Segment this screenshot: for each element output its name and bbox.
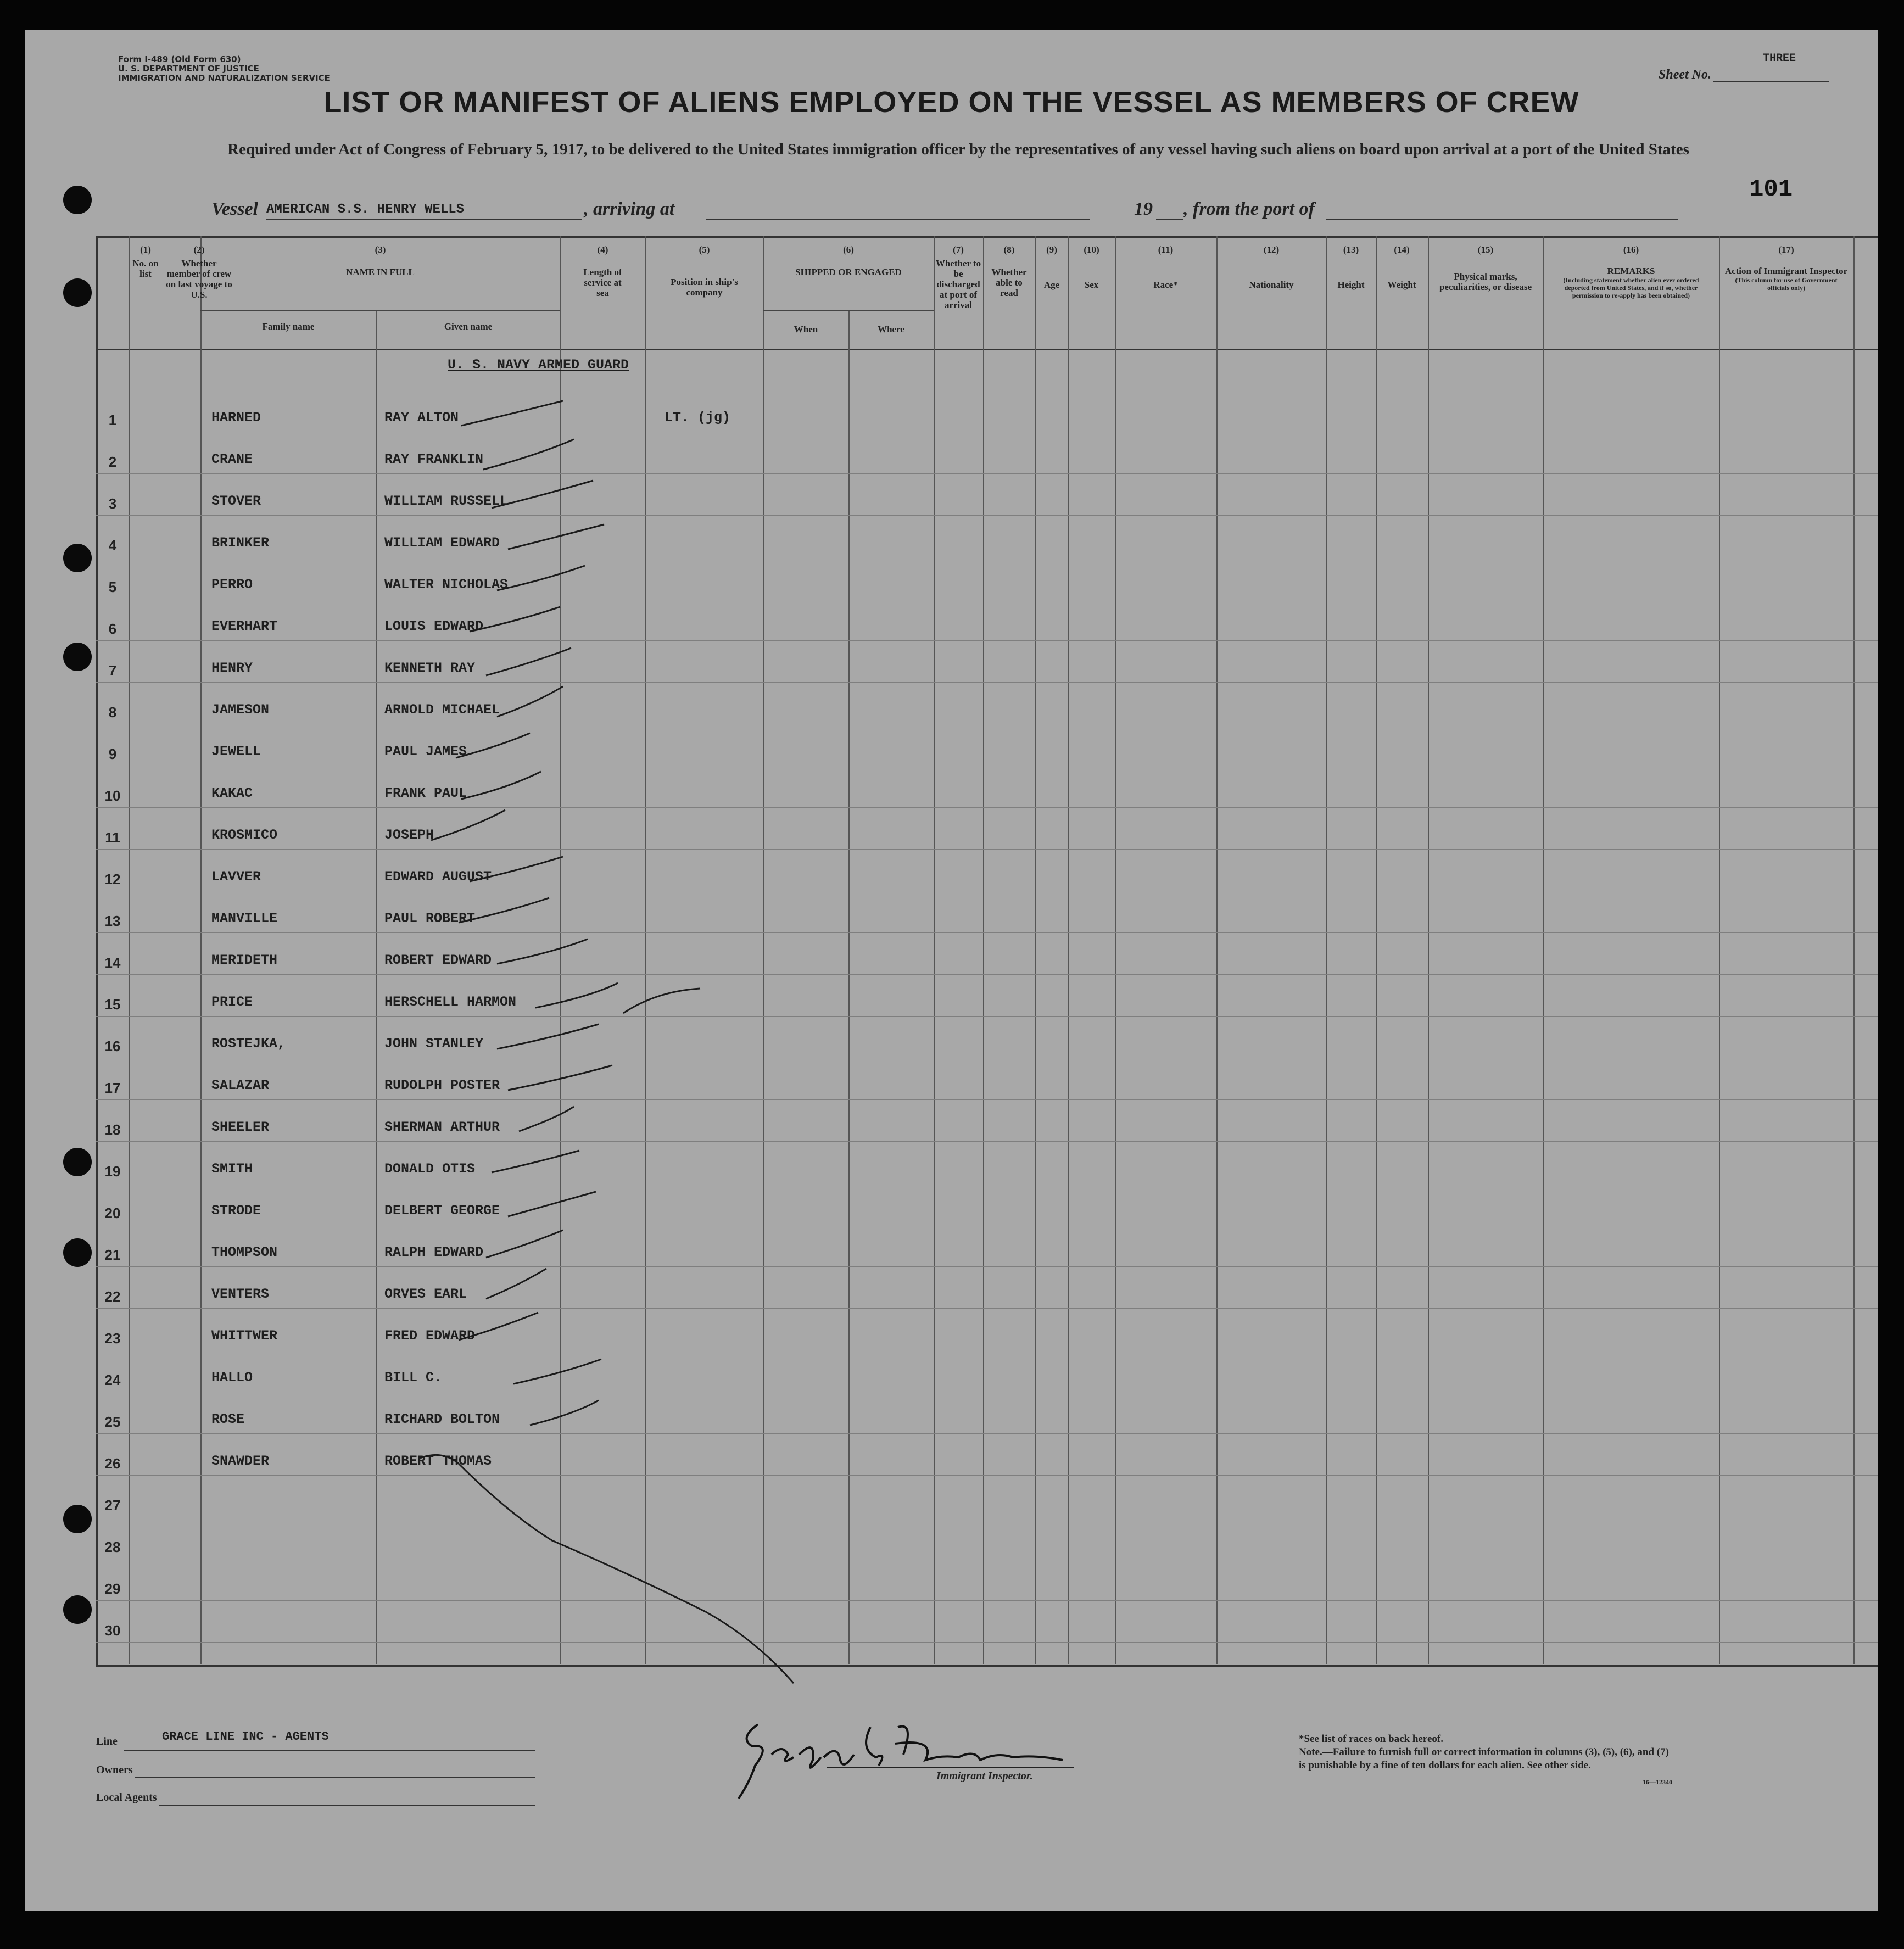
row-number: 25 bbox=[104, 1414, 121, 1430]
ditto-mark-5 bbox=[497, 566, 585, 590]
col3-given-subheader: Given name bbox=[444, 321, 493, 332]
punch-hole bbox=[63, 278, 92, 307]
note-label: Note. bbox=[1299, 1746, 1322, 1758]
row-number: 12 bbox=[104, 871, 121, 887]
family-name-cell: ROSE bbox=[211, 1411, 245, 1427]
col13-header: (13) Height bbox=[1337, 244, 1365, 290]
closing-line bbox=[420, 1455, 794, 1683]
row-number: 2 bbox=[108, 454, 117, 470]
given-name-cell: WILLIAM EDWARD bbox=[384, 535, 500, 551]
family-name-cell: MANVILLE bbox=[211, 911, 278, 926]
ditto-mark-19 bbox=[519, 1107, 574, 1131]
row-number: 21 bbox=[104, 1247, 121, 1263]
family-name-cell: KAKAC bbox=[211, 785, 253, 801]
ditto-mark-24 bbox=[459, 1313, 538, 1340]
punch-hole bbox=[63, 544, 92, 572]
punch-hole bbox=[63, 1595, 92, 1624]
row-number: 9 bbox=[108, 746, 117, 762]
ditto-mark-4 bbox=[508, 524, 604, 549]
vessel-value: AMERICAN S.S. HENRY WELLS bbox=[266, 202, 465, 217]
col5-header: (5) Position in ship's company bbox=[671, 244, 738, 298]
given-name-cell: SHERMAN ARTHUR bbox=[384, 1119, 500, 1135]
signature bbox=[706, 1705, 1090, 1815]
row-number: 20 bbox=[104, 1205, 121, 1221]
family-name-cell: JEWELL bbox=[211, 744, 261, 760]
sheet-label: Sheet No. bbox=[1659, 68, 1711, 82]
given-name-cell: KENNETH RAY bbox=[384, 660, 476, 676]
ditto-mark-13 bbox=[459, 898, 549, 923]
row-number: 28 bbox=[104, 1539, 121, 1555]
given-name-cell: WALTER NICHOLAS bbox=[384, 577, 509, 593]
local-agents-label: Local Agents bbox=[96, 1791, 157, 1803]
given-name-cell: DELBERT GEORGE bbox=[384, 1203, 500, 1219]
ditto-mark-14 bbox=[497, 939, 588, 964]
col1-header: (1) No. on list bbox=[132, 244, 159, 279]
family-name-cell: HARNED bbox=[211, 410, 261, 426]
ditto-mark-21 bbox=[508, 1192, 596, 1216]
punch-hole bbox=[63, 1238, 92, 1267]
ditto-mark-15 bbox=[535, 983, 618, 1008]
col4-header: (4) Length of service at sea bbox=[583, 244, 622, 298]
family-name-cell: THOMPSON bbox=[211, 1244, 278, 1260]
arriving-label: , arriving at bbox=[584, 199, 675, 219]
given-name-cell: HERSCHELL HARMON bbox=[384, 994, 517, 1010]
races-note: *See list of races on back hereof. bbox=[1299, 1733, 1443, 1745]
ditto-mark-2 bbox=[483, 439, 574, 470]
footer-notes bbox=[1299, 1733, 1672, 1789]
row-number: 29 bbox=[104, 1581, 121, 1597]
given-name-cell: EDWARD AUGUST bbox=[384, 869, 492, 885]
row-number: 4 bbox=[108, 537, 117, 554]
ditto-mark-1 bbox=[461, 401, 563, 426]
family-name-cell: KROSMICO bbox=[211, 827, 278, 843]
vessel-label: Vessel bbox=[211, 199, 258, 219]
row-number: 10 bbox=[104, 788, 121, 804]
col16-header: (16) REMARKS (Including statement whether alien ever ordered deported from United States, and if so, whether permission to re-apply has been obtained) bbox=[1563, 244, 1699, 299]
col9-header: (9) Age bbox=[1043, 244, 1060, 290]
family-name-cell: HALLO bbox=[211, 1370, 253, 1386]
page-subtitle: Required under Act of Congress of February 5, 1917, to be delivered to the United States immigration officer by the representatives of any vessel having such aliens on board upon arrival at a port of the United States bbox=[227, 141, 1689, 158]
col12-header: (12) Nationality bbox=[1249, 244, 1294, 290]
family-name-cell: SMITH bbox=[211, 1161, 253, 1177]
given-name-cell: BILL C. bbox=[384, 1370, 443, 1386]
col17-header: (17) Action of Immigrant Inspector (This column for use of Government officials only) bbox=[1724, 244, 1848, 292]
row-number: 1 bbox=[108, 412, 117, 428]
given-name-cell: WILLIAM RUSSELL bbox=[384, 493, 509, 509]
family-name-cell: VENTERS bbox=[211, 1286, 270, 1302]
row-number: 22 bbox=[104, 1288, 121, 1305]
inspector-signature-block bbox=[706, 1705, 1090, 1842]
ditto-mark-11 bbox=[431, 810, 505, 840]
row-number: 30 bbox=[104, 1622, 121, 1639]
family-name-cell: PERRO bbox=[211, 577, 253, 593]
family-name-cell: BRINKER bbox=[211, 535, 270, 551]
given-name-cell: PAUL ROBERT bbox=[384, 911, 476, 926]
punch-hole bbox=[63, 643, 92, 671]
year-label: 19 bbox=[1134, 199, 1153, 219]
family-name-cell: HENRY bbox=[211, 660, 253, 676]
given-name-cell: RICHARD BOLTON bbox=[384, 1411, 500, 1427]
print-code: 16—12340 bbox=[1643, 1778, 1672, 1786]
position-cell: LT. (jg) bbox=[665, 410, 731, 426]
manifest-sheet bbox=[25, 30, 1878, 1911]
ditto-mark-23 bbox=[486, 1269, 546, 1299]
family-name-cell: ROSTEJKA, bbox=[211, 1036, 286, 1052]
page-number: 101 bbox=[1749, 176, 1793, 203]
row-number: 3 bbox=[108, 495, 117, 512]
ditto-mark-17 bbox=[497, 1024, 599, 1049]
given-name-cell: PAUL JAMES bbox=[384, 744, 467, 760]
owners-label: Owners bbox=[96, 1764, 133, 1776]
row-number: 15 bbox=[104, 996, 121, 1013]
row-number: 7 bbox=[108, 662, 117, 679]
row-number: 27 bbox=[104, 1497, 121, 1514]
family-name-cell: CRANE bbox=[211, 451, 253, 467]
form-id: Form I-489 (Old Form 630) bbox=[118, 54, 241, 64]
line-label: Line bbox=[96, 1735, 118, 1747]
given-name-cell: FRANK PAUL bbox=[384, 785, 467, 801]
given-name-cell: ARNOLD MICHAEL bbox=[384, 702, 500, 718]
handwriting-overlay bbox=[25, 30, 1878, 1911]
signature-underline bbox=[827, 1767, 1074, 1768]
note-text: —Failure to furnish full or correct information in columns (3), (5), (6), and (7) is punishable by a fine of ten dollars for each alien. See other side. bbox=[1299, 1746, 1669, 1771]
family-name-cell: STOVER bbox=[211, 493, 261, 509]
given-name-cell: ROBERT THOMAS bbox=[384, 1453, 492, 1469]
line-value: GRACE LINE INC - AGENTS bbox=[162, 1730, 329, 1744]
sheet-value: THREE bbox=[1763, 52, 1796, 65]
ditto-mark-12 bbox=[470, 857, 563, 881]
row-number: 11 bbox=[105, 829, 120, 846]
row-number: 24 bbox=[104, 1372, 121, 1388]
ditto-mark-6 bbox=[470, 607, 560, 632]
given-name-cell: RUDOLPH POSTER bbox=[384, 1077, 500, 1093]
ditto-mark-3 bbox=[492, 481, 593, 508]
ditto-mark-16 bbox=[623, 989, 700, 1013]
department: U. S. DEPARTMENT OF JUSTICE bbox=[118, 64, 259, 74]
col2-header: (2) Whether member of crew on last voyage to U.S. bbox=[166, 244, 232, 300]
col3-family-subheader: Family name bbox=[262, 321, 315, 332]
col8-header: (8) Whether able to read bbox=[991, 244, 1027, 298]
ditto-mark-9 bbox=[456, 733, 530, 758]
row-number: 16 bbox=[104, 1038, 121, 1054]
row-number: 23 bbox=[104, 1330, 121, 1347]
given-name-cell: LOUIS EDWARD bbox=[384, 618, 484, 634]
row-number: 6 bbox=[108, 621, 117, 637]
given-name-cell: ROBERT EDWARD bbox=[384, 952, 492, 968]
ditto-mark-18 bbox=[508, 1065, 612, 1090]
line-underline bbox=[124, 1750, 535, 1751]
col14-header: (14) Weight bbox=[1387, 244, 1416, 290]
col15-header: (15) Physical marks, peculiarities, or disease bbox=[1439, 244, 1532, 292]
family-name-cell: SALAZAR bbox=[211, 1077, 270, 1093]
row-number: 26 bbox=[104, 1455, 121, 1472]
given-name-cell: JOSEPH bbox=[384, 827, 434, 843]
family-name-cell: WHITTWER bbox=[211, 1328, 278, 1344]
col6-when-subheader: When bbox=[794, 324, 818, 334]
given-name-cell: DONALD OTIS bbox=[384, 1161, 476, 1177]
family-name-cell: STRODE bbox=[211, 1203, 261, 1219]
ditto-mark-26 bbox=[530, 1400, 599, 1425]
footer-left bbox=[96, 1730, 590, 1840]
family-name-cell: SNAWDER bbox=[211, 1453, 270, 1469]
ditto-mark-22 bbox=[486, 1230, 563, 1258]
row-number: 13 bbox=[104, 913, 121, 929]
page-title: LIST OR MANIFEST OF ALIENS EMPLOYED ON THE VESSEL AS MEMBERS OF CREW bbox=[323, 86, 1579, 119]
ditto-mark-25 bbox=[513, 1359, 601, 1384]
ditto-mark-10 bbox=[461, 772, 541, 799]
row-number: 19 bbox=[104, 1163, 121, 1180]
family-name-cell: EVERHART bbox=[211, 618, 278, 634]
ditto-mark-20 bbox=[492, 1151, 579, 1172]
family-name-cell: PRICE bbox=[211, 994, 253, 1010]
local-agents-underline bbox=[159, 1805, 535, 1806]
col6-header: (6) SHIPPED OR ENGAGED bbox=[795, 244, 902, 277]
ditto-mark-7 bbox=[486, 648, 571, 675]
family-name-cell: JAMESON bbox=[211, 702, 270, 718]
row-number: 17 bbox=[104, 1080, 121, 1096]
family-name-cell: LAVVER bbox=[211, 869, 261, 885]
ditto-marks bbox=[420, 401, 794, 1683]
family-name-cell: MERIDETH bbox=[211, 952, 278, 968]
inspector-label: Immigrant Inspector. bbox=[936, 1770, 1033, 1782]
from-port-label: , from the port of bbox=[1183, 199, 1315, 219]
given-name-cell: RALPH EDWARD bbox=[384, 1244, 484, 1260]
punch-hole bbox=[63, 1505, 92, 1533]
row-number: 5 bbox=[108, 579, 117, 595]
col10-header: (10) Sex bbox=[1084, 244, 1099, 290]
family-name-cell: SHEELER bbox=[211, 1119, 270, 1135]
given-name-cell: RAY FRANKLIN bbox=[384, 451, 484, 467]
fine-note bbox=[1299, 1746, 1672, 1772]
given-name-cell: JOHN STANLEY bbox=[384, 1036, 484, 1052]
row-number: 14 bbox=[104, 954, 121, 971]
col11-header: (11) Race* bbox=[1153, 244, 1178, 290]
col6-where-subheader: Where bbox=[878, 324, 904, 334]
given-name-cell: RAY ALTON bbox=[384, 410, 459, 426]
group-heading: U. S. NAVY ARMED GUARD bbox=[448, 357, 629, 373]
punch-hole bbox=[63, 186, 92, 214]
ditto-mark-8 bbox=[497, 686, 563, 717]
owners-underline bbox=[135, 1777, 535, 1778]
given-name-cell: ORVES EARL bbox=[384, 1286, 467, 1302]
row-number: 8 bbox=[108, 704, 117, 721]
col3-header: (3) NAME IN FULL bbox=[346, 244, 415, 277]
punch-hole bbox=[63, 1148, 92, 1176]
col7-header: (7) Whether to be discharged at port of arrival bbox=[935, 244, 981, 310]
row-number: 18 bbox=[104, 1121, 121, 1138]
given-name-cell: FRED EDWARD bbox=[384, 1328, 476, 1344]
service: IMMIGRATION AND NATURALIZATION SERVICE bbox=[118, 73, 330, 83]
